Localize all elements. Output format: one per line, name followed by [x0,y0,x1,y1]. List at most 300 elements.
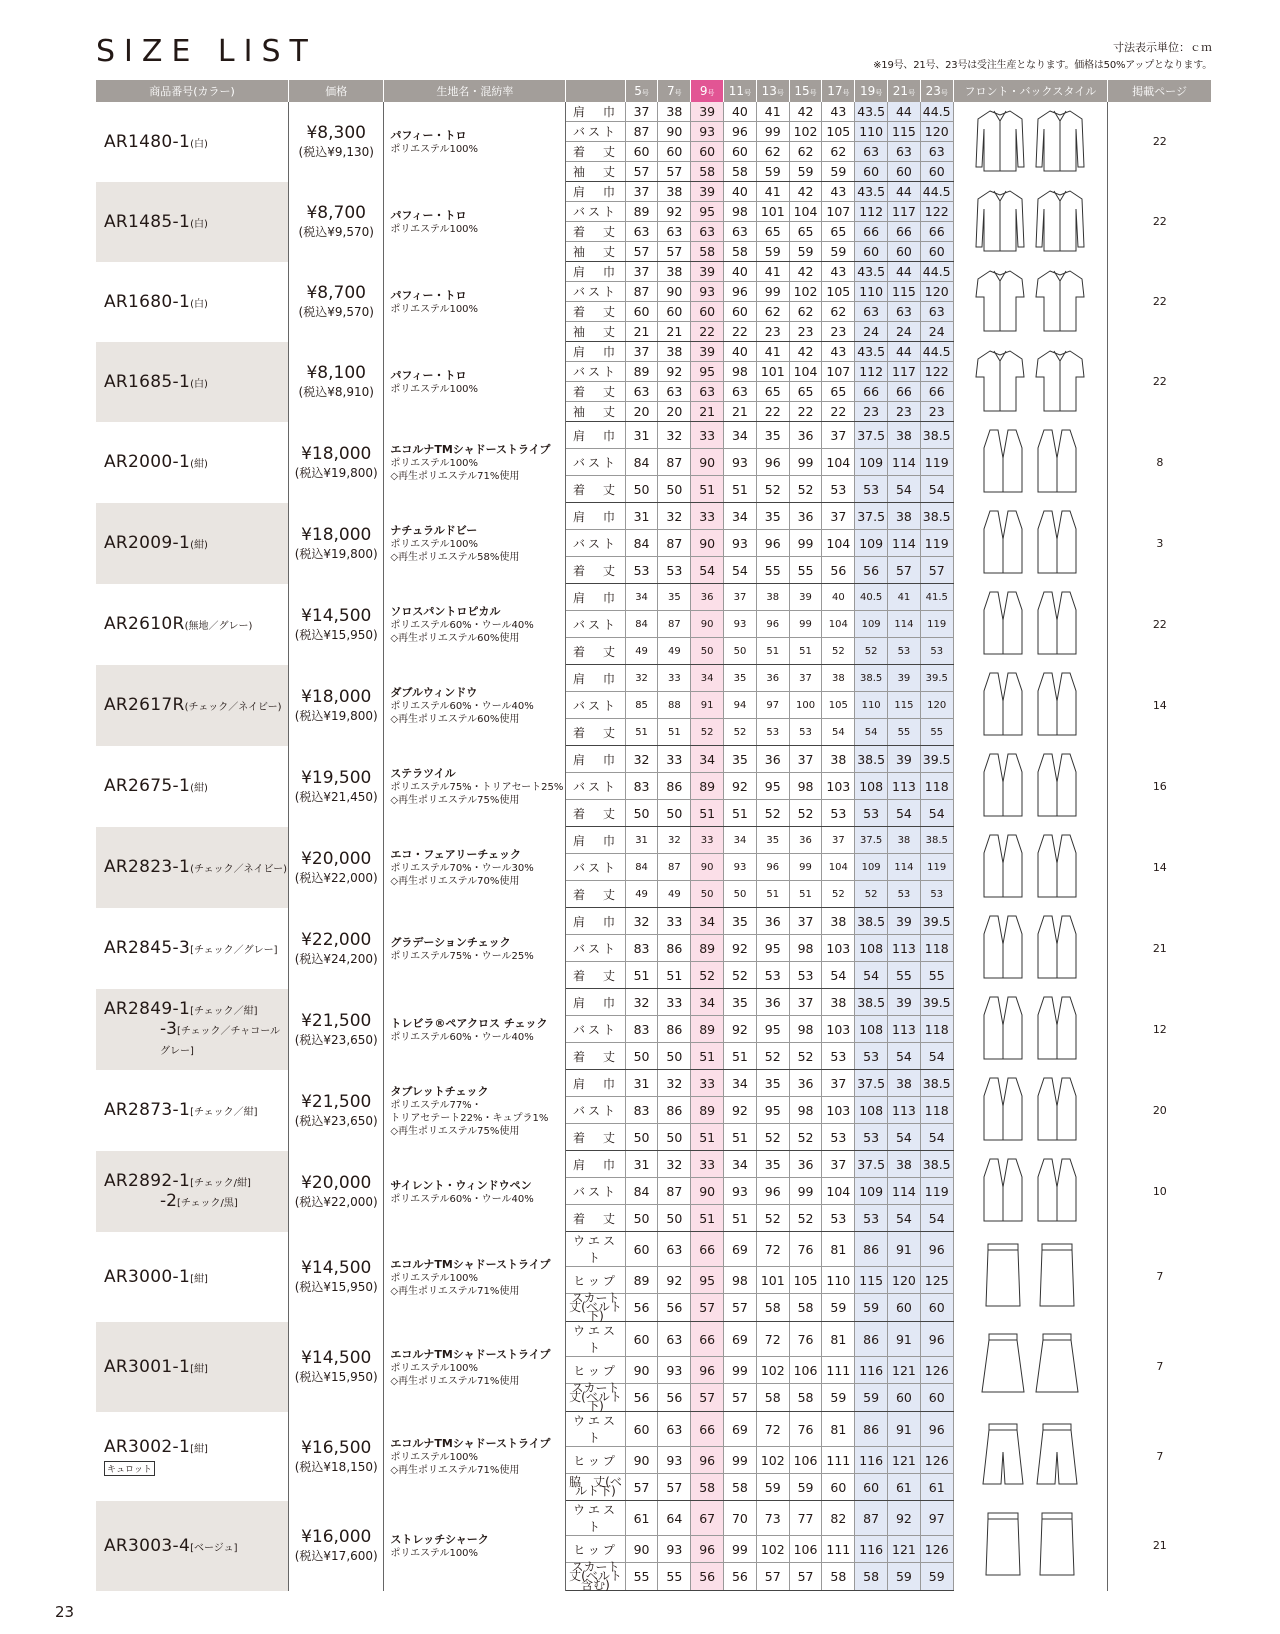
size-value: 51 [691,1124,724,1151]
size-value: 38 [822,665,855,692]
price: ¥22,000 [301,929,372,950]
measure-label: スカート丈(ベルト下) [566,1294,625,1322]
fabric-cell [384,262,566,342]
product-code-variant: -2 [160,1191,177,1211]
size-value: 62 [789,142,822,162]
price-cell [289,262,384,342]
size-value: 95 [756,1016,789,1043]
size-value: 37 [789,908,822,935]
size-value: 122 [920,202,953,222]
fabric-composition: ポリエステル77%・ [390,1099,482,1111]
price-cell [289,503,384,584]
measure-label: 袖 丈 [566,162,625,182]
fabric-cell [384,665,566,746]
size-value: 90 [691,1178,724,1205]
size-value: 51 [756,881,789,908]
size-value: 53 [756,719,789,746]
product-code: AR1685-1 [104,371,191,392]
size-value: 34 [691,908,724,935]
size-value: 53 [625,557,658,584]
measure-label: 肩 巾 [566,665,625,692]
size-value: 63 [625,382,658,402]
fabric-composition: ポリエステル60%・ウール40% [390,620,534,631]
header-blank [566,80,625,102]
product-code: AR2892-1 [104,1171,191,1191]
size-value: 104 [822,530,855,557]
size-value: 89 [625,362,658,382]
size-value: 56 [724,1563,757,1591]
size-value: 114 [888,611,921,638]
product-code-cell [96,102,289,182]
size-value: 86 [855,1412,888,1447]
size-value: 85 [625,692,658,719]
fabric-eco: ◇再生ポリエステル60%使用 [390,633,520,644]
fabric-name: パフィー・トロ [390,209,467,222]
size-value: 103 [822,935,855,962]
back-garment-icon [1034,1157,1080,1226]
measure-label: ヒップ [566,1536,625,1563]
back-garment-icon [1034,914,1080,983]
front-garment-icon [980,1511,1026,1580]
size-value: 56 [658,1384,691,1412]
size-value: 108 [855,935,888,962]
size-value: 62 [789,302,822,322]
size-value: 87 [658,1178,691,1205]
size-value: 96 [691,1357,724,1384]
size-value: 87 [658,854,691,881]
size-value: 92 [888,1501,921,1536]
size-value: 38 [658,342,691,362]
size-value: 54 [888,800,921,827]
size-value: 52 [789,1124,822,1151]
size-value: 21 [625,322,658,342]
size-value: 84 [625,449,658,476]
size-value: 39 [691,182,724,202]
size-value: 35 [756,827,789,854]
size-value: 38.5 [920,827,953,854]
measure-label: バスト [566,1178,625,1205]
size-value: 58 [789,1384,822,1412]
measure-label: バスト [566,611,625,638]
size-value: 66 [691,1412,724,1447]
size-value: 63 [888,302,921,322]
size-value: 119 [920,530,953,557]
size-value: 116 [855,1357,888,1384]
size-value: 86 [658,935,691,962]
product-color: (白) [190,218,208,230]
back-garment-icon [1034,752,1080,821]
size-value: 35 [756,1151,789,1178]
size-value: 113 [888,773,921,800]
fabric-composition: ポリエステル100% [390,384,479,395]
size-value: 52 [756,476,789,503]
table-row [96,1412,1212,1447]
catalog-page: 7 [1156,1270,1164,1283]
size-value: 57 [691,1384,724,1412]
price-with-tax: (税込¥9,570) [298,305,374,319]
product-code-cell [96,665,289,746]
size-value: 53 [822,1124,855,1151]
size-value: 102 [756,1536,789,1563]
price: ¥8,700 [306,283,366,303]
size-value: 54 [888,1043,921,1070]
size-value: 104 [789,362,822,382]
size-value: 54 [855,962,888,989]
fabric-name: トレビラ®ペアクロス チェック [390,1016,548,1030]
catalog-page: 16 [1152,779,1167,793]
size-value: 59 [789,162,822,182]
back-garment-icon [1034,267,1086,336]
fabric-composition: ポリエステル100% [390,1548,479,1559]
size-value: 33 [658,989,691,1016]
product-code: AR2823-1 [104,857,191,877]
size-value: 105 [789,1267,822,1294]
size-value: 92 [658,202,691,222]
size-value: 56 [691,1563,724,1591]
size-value: 53 [756,962,789,989]
measure-label: 肩 巾 [566,102,625,122]
size-value: 63 [888,142,921,162]
size-value: 43 [822,102,855,122]
size-value: 37 [822,827,855,854]
size-value: 39 [691,342,724,362]
size-value: 60 [625,1412,658,1447]
size-value: 23 [888,402,921,422]
fabric-eco: ◇再生ポリエステル70%使用 [390,876,520,887]
size-value: 93 [691,122,724,142]
size-value: 103 [822,1016,855,1043]
size-value: 98 [789,773,822,800]
size-value: 83 [625,1016,658,1043]
size-value: 52 [822,638,855,665]
size-value: 38 [888,827,921,854]
size-value: 63 [658,222,691,242]
size-value: 51 [724,1124,757,1151]
size-value: 90 [691,530,724,557]
size-value: 96 [691,1536,724,1563]
size-value: 42 [789,182,822,202]
size-value: 99 [724,1357,757,1384]
fabric-composition: ポリエステル60%・ウール40% [390,1031,534,1043]
measure-label: 肩 巾 [566,1151,625,1178]
product-code: AR2610R [104,614,185,634]
size-value: 99 [789,854,822,881]
product-code-cell [96,1501,289,1591]
size-value: 83 [625,935,658,962]
size-value: 54 [888,476,921,503]
price-with-tax: (税込¥23,650) [294,1032,378,1047]
size-value: 41 [888,584,921,611]
price-with-tax: (税込¥15,950) [294,627,378,642]
size-value: 65 [789,382,822,402]
size-value: 115 [888,282,921,302]
size-value: 34 [724,422,757,449]
size-value: 109 [855,1178,888,1205]
header-row [96,80,1212,102]
size-value: 51 [724,1043,757,1070]
size-value: 117 [888,202,921,222]
size-value: 121 [888,1357,921,1384]
size-value: 63 [724,222,757,242]
size-value: 111 [822,1447,855,1474]
measure-label: スカート丈(ベルト下) [566,1384,625,1412]
size-value: 65 [789,222,822,242]
size-value: 57 [625,1474,658,1501]
size-value: 33 [691,503,724,530]
price-cell [289,908,384,989]
product-color: (白) [190,378,208,390]
style-cell [953,102,1108,182]
size-value: 66 [855,222,888,242]
size-value: 51 [789,638,822,665]
size-value: 120 [888,1267,921,1294]
measure-label: 着 丈 [566,1205,625,1232]
size-value: 102 [756,1447,789,1474]
size-value: 37 [822,422,855,449]
size-value: 37 [789,989,822,1016]
size-value: 65 [756,222,789,242]
style-cell [953,665,1108,746]
size-value: 39.5 [920,746,953,773]
size-value: 33 [658,908,691,935]
fabric-eco: ◇再生ポリエステル58%使用 [390,552,520,563]
size-value: 39 [888,989,921,1016]
price-with-tax: (税込¥19,800) [294,546,378,561]
size-value: 52 [789,1043,822,1070]
price-cell [289,422,384,503]
size-value: 37 [625,182,658,202]
style-cell [953,342,1108,422]
front-garment-icon [980,1242,1026,1311]
size-value: 63 [920,142,953,162]
fabric-cell [384,1070,566,1151]
size-value: 104 [822,449,855,476]
size-value: 95 [756,1097,789,1124]
size-value: 110 [855,122,888,142]
size-value: 53 [855,1124,888,1151]
front-garment-icon [980,590,1026,659]
style-cell [953,1151,1108,1232]
size-value: 61 [888,1474,921,1501]
size-value: 34 [724,503,757,530]
fabric-eco: ◇再生ポリエステル75%使用 [390,1125,520,1137]
size-value: 39.5 [920,989,953,1016]
price: ¥8,700 [306,203,366,223]
size-value: 31 [625,1070,658,1097]
style-cell [953,1322,1108,1412]
size-value: 66 [888,222,921,242]
size-value: 99 [756,122,789,142]
size-value: 115 [855,1267,888,1294]
fabric-composition: ポリエステル100% [390,1362,479,1374]
price: ¥14,500 [301,1258,372,1278]
measure-label: 着 丈 [566,881,625,908]
product-code: AR2849-1 [104,999,191,1019]
size-value: 41 [756,342,789,362]
size-value: 93 [658,1536,691,1563]
size-value: 54 [888,1124,921,1151]
size-value: 57 [625,162,658,182]
measure-label: スカート丈(ベルト含む) [566,1563,625,1591]
size-value: 24 [888,322,921,342]
size-value: 63 [625,222,658,242]
size-value: 91 [888,1322,921,1357]
size-value: 60 [888,1384,921,1412]
size-value: 59 [756,162,789,182]
size-value: 112 [855,362,888,382]
product-code-cell [96,262,289,342]
fabric-name: ステラツイル [390,767,456,780]
fabric-name: エコルナTMシャドーストライプ [390,1257,551,1271]
fabric-cell [384,422,566,503]
header-size: 11号 [724,80,757,102]
size-value: 60 [888,162,921,182]
size-value: 41 [756,182,789,202]
size-value: 32 [658,1151,691,1178]
size-value: 49 [658,638,691,665]
fabric-eco: ◇再生ポリエステル71%使用 [390,1285,520,1297]
size-value: 39 [789,584,822,611]
size-value: 125 [920,1267,953,1294]
size-value: 84 [625,611,658,638]
product-color: [紺] [190,1443,208,1455]
measure-label: バスト [566,1016,625,1043]
back-garment-icon [1034,1332,1080,1401]
size-value: 38.5 [855,665,888,692]
size-value: 99 [756,282,789,302]
size-value: 34 [691,989,724,1016]
size-value: 54 [920,1043,953,1070]
page-number: 23 [55,1603,75,1621]
size-value: 53 [855,1205,888,1232]
size-value: 61 [625,1501,658,1536]
size-value: 84 [625,1178,658,1205]
size-value: 31 [625,503,658,530]
size-value: 22 [789,402,822,422]
size-value: 51 [724,476,757,503]
header-price: 価格 [289,80,384,102]
product-code-variant: -3 [160,1019,177,1039]
size-value: 39 [888,665,921,692]
size-value: 39 [691,102,724,122]
size-value: 90 [625,1536,658,1563]
measure-label: 着 丈 [566,638,625,665]
product-color: (白) [190,138,208,150]
size-value: 57 [756,1563,789,1591]
size-value: 89 [691,935,724,962]
size-value: 55 [888,719,921,746]
price: ¥16,000 [301,1527,372,1547]
header-page: 掲載ページ [1108,80,1212,102]
catalog-page: 7 [1156,1360,1164,1373]
size-value: 59 [920,1563,953,1591]
price: ¥21,500 [301,1091,372,1112]
size-value: 34 [724,827,757,854]
size-value: 66 [888,382,921,402]
back-garment-icon [1034,1422,1080,1491]
price: ¥16,500 [301,1437,372,1458]
size-value: 21 [691,402,724,422]
size-value: 43 [822,262,855,282]
fabric-cell [384,1501,566,1591]
table-row [96,746,1212,773]
size-value: 105 [822,692,855,719]
size-value: 63 [920,302,953,322]
size-value: 53 [888,881,921,908]
size-value: 93 [724,530,757,557]
size-value: 91 [888,1412,921,1447]
fabric-eco: トリアセテート22%・キュプラ1% [390,1112,549,1124]
measure-label: バスト [566,935,625,962]
size-value: 119 [920,854,953,881]
header-size-highlight: 9号 [691,80,724,102]
measure-label: バスト [566,773,625,800]
fabric-name: タブレットチェック [390,1084,489,1098]
size-value: 110 [822,1267,855,1294]
price-with-tax: (税込¥22,000) [294,1194,378,1209]
measure-label: 着 丈 [566,557,625,584]
style-cell [953,1501,1108,1591]
size-value: 66 [691,1322,724,1357]
size-value: 120 [920,122,953,142]
size-value: 42 [789,262,822,282]
size-value: 83 [625,773,658,800]
size-value: 39 [691,262,724,282]
price-cell [289,584,384,665]
catalog-page: 21 [1152,1539,1167,1552]
measure-label: 肩 巾 [566,1070,625,1097]
size-value: 99 [789,1178,822,1205]
size-value: 58 [756,1294,789,1322]
measure-label: ヒップ [566,1357,625,1384]
size-value: 50 [658,476,691,503]
size-value: 122 [920,362,953,382]
price-cell [289,746,384,827]
size-value: 54 [724,557,757,584]
size-value: 59 [756,1474,789,1501]
size-value: 63 [855,142,888,162]
size-value: 58 [822,1563,855,1591]
size-value: 57 [888,557,921,584]
size-value: 59 [822,1294,855,1322]
measure-label: ヒップ [566,1447,625,1474]
product-color: [チェック／グレー] [190,945,278,956]
size-value: 55 [756,557,789,584]
size-value: 98 [789,1016,822,1043]
size-value: 56 [822,557,855,584]
size-value: 50 [658,800,691,827]
fabric-name: ストレッチシャーク [390,1533,489,1546]
size-value: 51 [691,800,724,827]
size-value: 35 [756,1070,789,1097]
table-row [96,1151,1212,1178]
catalog-page: 12 [1152,1022,1167,1036]
table-row [96,989,1212,1016]
style-cell [953,746,1108,827]
measure-label: ウエスト [566,1501,625,1536]
back-garment-icon [1034,509,1080,578]
size-value: 57 [691,1294,724,1322]
measure-label: 着 丈 [566,382,625,402]
front-garment-icon [980,833,1026,902]
table-row [96,665,1212,692]
size-value: 116 [855,1536,888,1563]
size-value: 101 [756,1267,789,1294]
size-value: 37 [625,262,658,282]
size-value: 107 [822,202,855,222]
measure-label: 着 丈 [566,962,625,989]
fabric-composition: ポリエステル100% [390,1272,479,1284]
